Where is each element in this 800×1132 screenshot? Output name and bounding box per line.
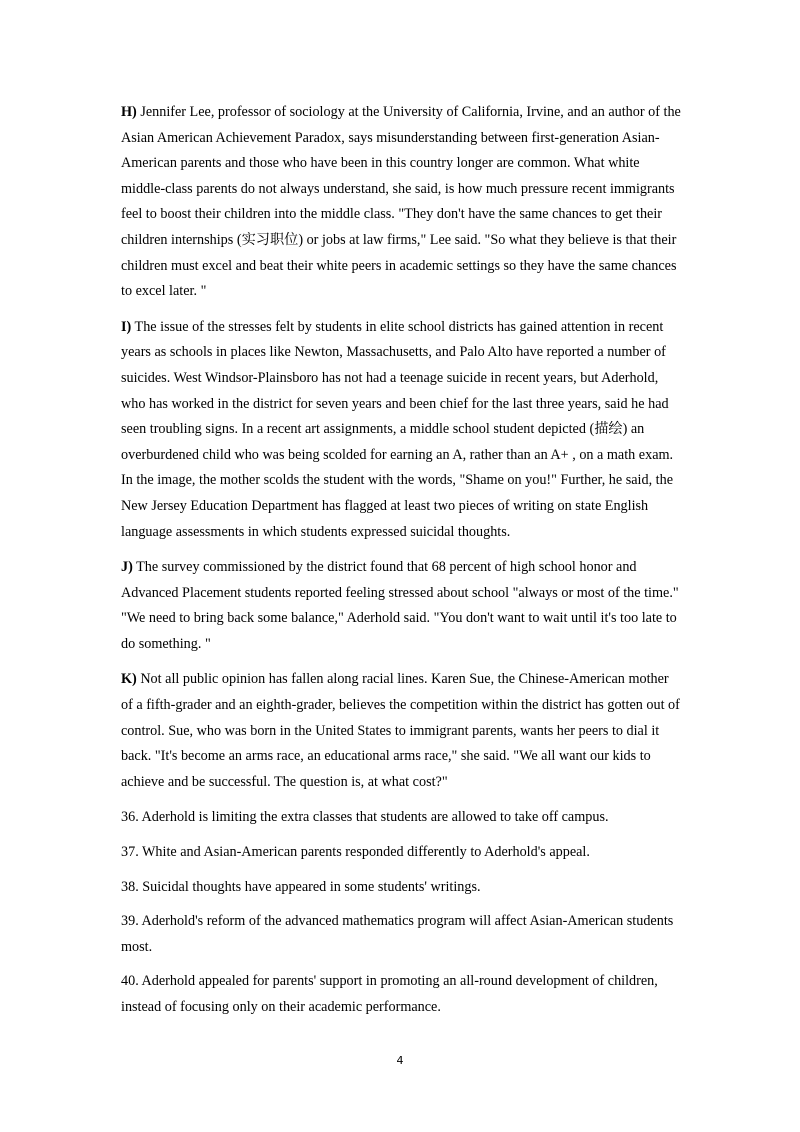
page-number: 4 [396, 1054, 404, 1067]
question-36: 36. Aderhold is limiting the extra classes that students are allowed to take off campus. [121, 809, 609, 826]
question-40: 40. Aderhold appealed for parents' support in promoting an all-round development of children, instead of focusing only on their academic performance. [121, 973, 658, 1015]
paragraph-i [121, 315, 683, 545]
paragraph-h [121, 100, 683, 305]
paragraph-text: The issue of the stresses felt by students in elite school districts has gained attention in recent years as schools in places like Newton, Massachusetts, and Palo Alto have reported a number of suicides. West Windsor-Plainsboro has not had a teenage suicide in recent years, but Aderhold, who has worked in the district for seven years and been chief for the last three years, said he had seen troubling signs. In a recent art assignments, a middle school student depicted (描绘) an overburdened child who was being scolded for earning an A, rather than an A+ , on a math exam. In the image, the mother scolds the student with the words, "Shame on you!" Further, he said, the New Jersey Education Department has flagged at least two pieces of writing on state English language assessments in which students expressed suicidal thoughts. [121, 318, 674, 540]
question-37: 37. White and Asian-American parents responded differently to Aderhold's appeal. [121, 844, 590, 861]
paragraph-k [121, 667, 683, 795]
paragraph-label: J) [121, 559, 133, 576]
paragraph-label: H) [121, 104, 137, 120]
question-38: 38. Suicidal thoughts have appeared in some students' writings. [121, 878, 481, 895]
paragraph-label: I) [121, 318, 132, 335]
paragraph-text: Jennifer Lee, professor of sociology at the University of California, Irvine, and an author of the Asian American Achievement Paradox, says misunderstanding between first-generation Asian-American parents and those who have been in this country longer are common. What white middle-class parents do not always understand, she said, is how much pressure recent immigrants feel to boost their children into the middle class. "They don't have the same chances to get their children internships (实习职位) or jobs at law firms," Lee said. "So what they believe is that their children must excel and beat their white peers in academic settings so they have the same chances to excel later. " [121, 104, 681, 300]
question-39: 39. Aderhold's reform of the advanced mathematics program will affect Asian-American students most. [121, 913, 674, 955]
paragraph-text: Not all public opinion has fallen along racial lines. Karen Sue, the Chinese-American mother of a fifth-grader and an eighth-grader, believes the competition within the district has gotten out of control. Sue, who was born in the United States to immigrant parents, wants her peers to dial it back. "It's become an arms race, an educational arms race," she said. "We all want our kids to achieve and be successful. The question is, at what cost?" [121, 671, 680, 790]
paragraph-text: The survey commissioned by the district found that 68 percent of high school honor and Advanced Placement students reported feeling stressed about school "always or most of the time." "We need to bring back some balance," Aderhold said. "You don't want to wait until it's too late to do something. " [121, 559, 679, 652]
paragraph-j [121, 555, 683, 657]
paragraph-label: K) [121, 671, 137, 688]
document-page [121, 100, 683, 1030]
